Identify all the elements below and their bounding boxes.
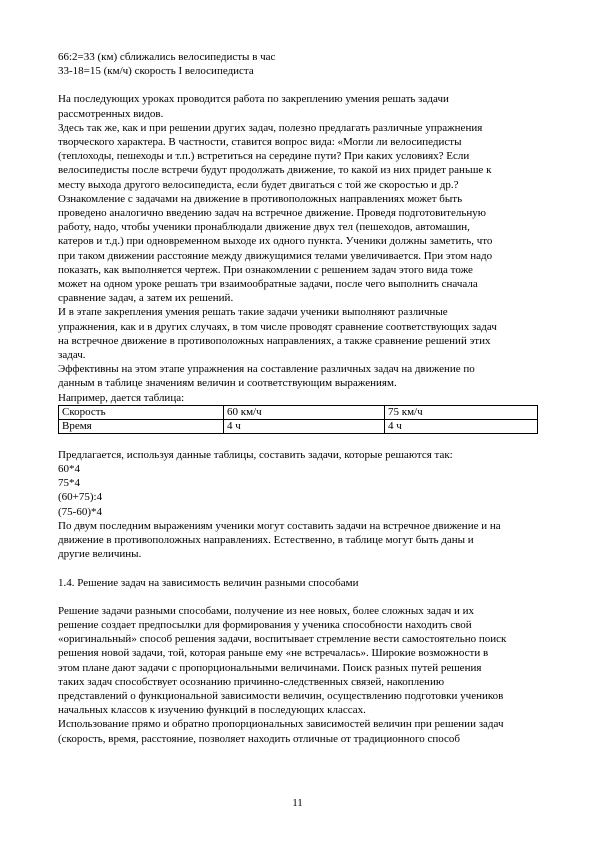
text-line: 60*4 bbox=[58, 463, 80, 476]
speed-time-table bbox=[58, 405, 538, 434]
text-line: на встречное движение в противоположных направлениях, а также сравнение решений этих bbox=[58, 334, 491, 347]
text-line: (теплоходы, пешеходы и т.п.) встретиться на середине пути? При каких условиях? Если bbox=[58, 150, 470, 163]
table-cell: 4 ч bbox=[385, 419, 538, 433]
section-heading: 1.4. Решение задач на зависимость величин разными способами bbox=[58, 576, 359, 589]
text-line: Использование прямо и обратно пропорциональных зависимостей величин при решении задач bbox=[58, 718, 504, 731]
text-line: (75-60)*4 bbox=[58, 505, 102, 518]
text-line: другие величины. bbox=[58, 548, 142, 561]
text-line: решение создает предпосылки для формирования у ученика способности находить свой bbox=[58, 618, 472, 631]
lines-top bbox=[58, 50, 538, 78]
table-row bbox=[59, 405, 538, 419]
text-line: Ознакомление с задачами на движение в противоположных направлениях может быть bbox=[58, 192, 463, 205]
text-line: данным в таблице значениям величин и соответствующим выражениям. bbox=[58, 377, 397, 390]
text-line: «оригинальный» способ решения задачи, воспитывает стремление вести самостоятельно поиск bbox=[58, 633, 507, 646]
text-line: этом плане дают задачи с пропорциональными величинами. Поиск разных путей решения bbox=[58, 661, 482, 674]
text-line: таких задач способствует осознанию причинно-следственных связей, накоплению bbox=[58, 675, 445, 688]
text-line: 75*4 bbox=[58, 477, 80, 490]
text-line: творческого характера. В частности, ставится вопрос вида: «Могли ли велосипедисты bbox=[58, 136, 462, 149]
text-line: представлений о функциональной зависимости величин, осуществлению подготовки учеников bbox=[58, 689, 504, 702]
table-row bbox=[59, 419, 538, 433]
table-cell: Время bbox=[59, 419, 224, 433]
text-line: Решение задачи разными способами, получение из нее новых, более сложных задач и их bbox=[58, 604, 475, 617]
text-line: 66:2=33 (км) сближались велосипедисты в час bbox=[58, 51, 276, 63]
paragraph-3 bbox=[58, 604, 538, 746]
text-line: Предлагается, используя данные таблицы, составить задачи, которые решаются так: bbox=[58, 448, 453, 461]
text-line: проведено аналогично введению задач на встречное движение. Проведя подготовительную bbox=[58, 207, 486, 220]
text-line: рассмотренных видов. bbox=[58, 107, 164, 120]
text-line: катеров и т.д.) при одновременном выходе их одного пункта. Ученики должны заметить, что bbox=[58, 235, 493, 248]
page-number: 11 bbox=[292, 797, 303, 809]
text-line: (скорость, время, расстояние, позволяет находить отличные от традиционного способ bbox=[58, 732, 460, 745]
text-line: По двум последним выражениям ученики могут составить задачи на встречное движение и на bbox=[58, 519, 501, 532]
text-line: упражнения, как и в других случаях, в том числе проводят сравнение соответствующих задач bbox=[58, 320, 497, 333]
paragraph-2 bbox=[58, 448, 538, 562]
text-line: задач. bbox=[58, 349, 86, 362]
text-line: (60+75):4 bbox=[58, 491, 103, 504]
text-line: И в этапе закрепления умения решать такие задачи ученики выполняют различные bbox=[58, 306, 448, 319]
text-line: сравнение задач, а затем их решений. bbox=[58, 292, 234, 305]
text-line: показать, как выполняется чертеж. При ознакомлении с решением задач этого вида тоже bbox=[58, 263, 473, 276]
text-line: Например, дается таблица: bbox=[58, 391, 185, 404]
text-line: может на одном уроке решать три взаимообратные задачи, после чего выполнить сначала bbox=[58, 278, 478, 291]
text-line: На последующих уроках проводится работа по закреплению умения решать задачи bbox=[58, 93, 449, 106]
text-line: начальных классов к изучению функций в последующих классах. bbox=[58, 704, 366, 717]
text-line: движение в противоположных направлениях. Естественно, в таблице могут быть даны и bbox=[58, 534, 474, 547]
table-cell: 60 км/ч bbox=[224, 405, 385, 419]
paragraph-1 bbox=[58, 92, 538, 404]
text-line: работу, надо, чтобы ученики пронаблюдали движение двух тел (пешеходов, автомашин, bbox=[58, 221, 470, 234]
text-line: решения новой задачи, той, которая раньше ему «не встречалась». Широкие возможности в bbox=[58, 647, 489, 660]
text-line: месту выхода другого велосипедиста, если будет двигаться с той же скоростью и др.? bbox=[58, 178, 459, 191]
text-line: Эффективны на этом этапе упражнения на составление различных задач на движение по bbox=[58, 363, 475, 376]
page-content bbox=[58, 50, 538, 746]
text-line: при таком движении расстояние между движущимися телами увеличивается. При этом надо bbox=[58, 249, 493, 262]
table-cell: 4 ч bbox=[224, 419, 385, 433]
text-line: велосипедисты после встречи будут продолжать движение, то какой из них придет раньше к bbox=[58, 164, 492, 177]
text-line: Здесь так же, как и при решении других задач, полезно предлагать различные упражнения bbox=[58, 121, 483, 134]
table-cell: Скорость bbox=[59, 405, 224, 419]
table-cell: 75 км/ч bbox=[385, 405, 538, 419]
text-line: 33-18=15 (км/ч) скорость I велосипедиста bbox=[58, 65, 254, 78]
